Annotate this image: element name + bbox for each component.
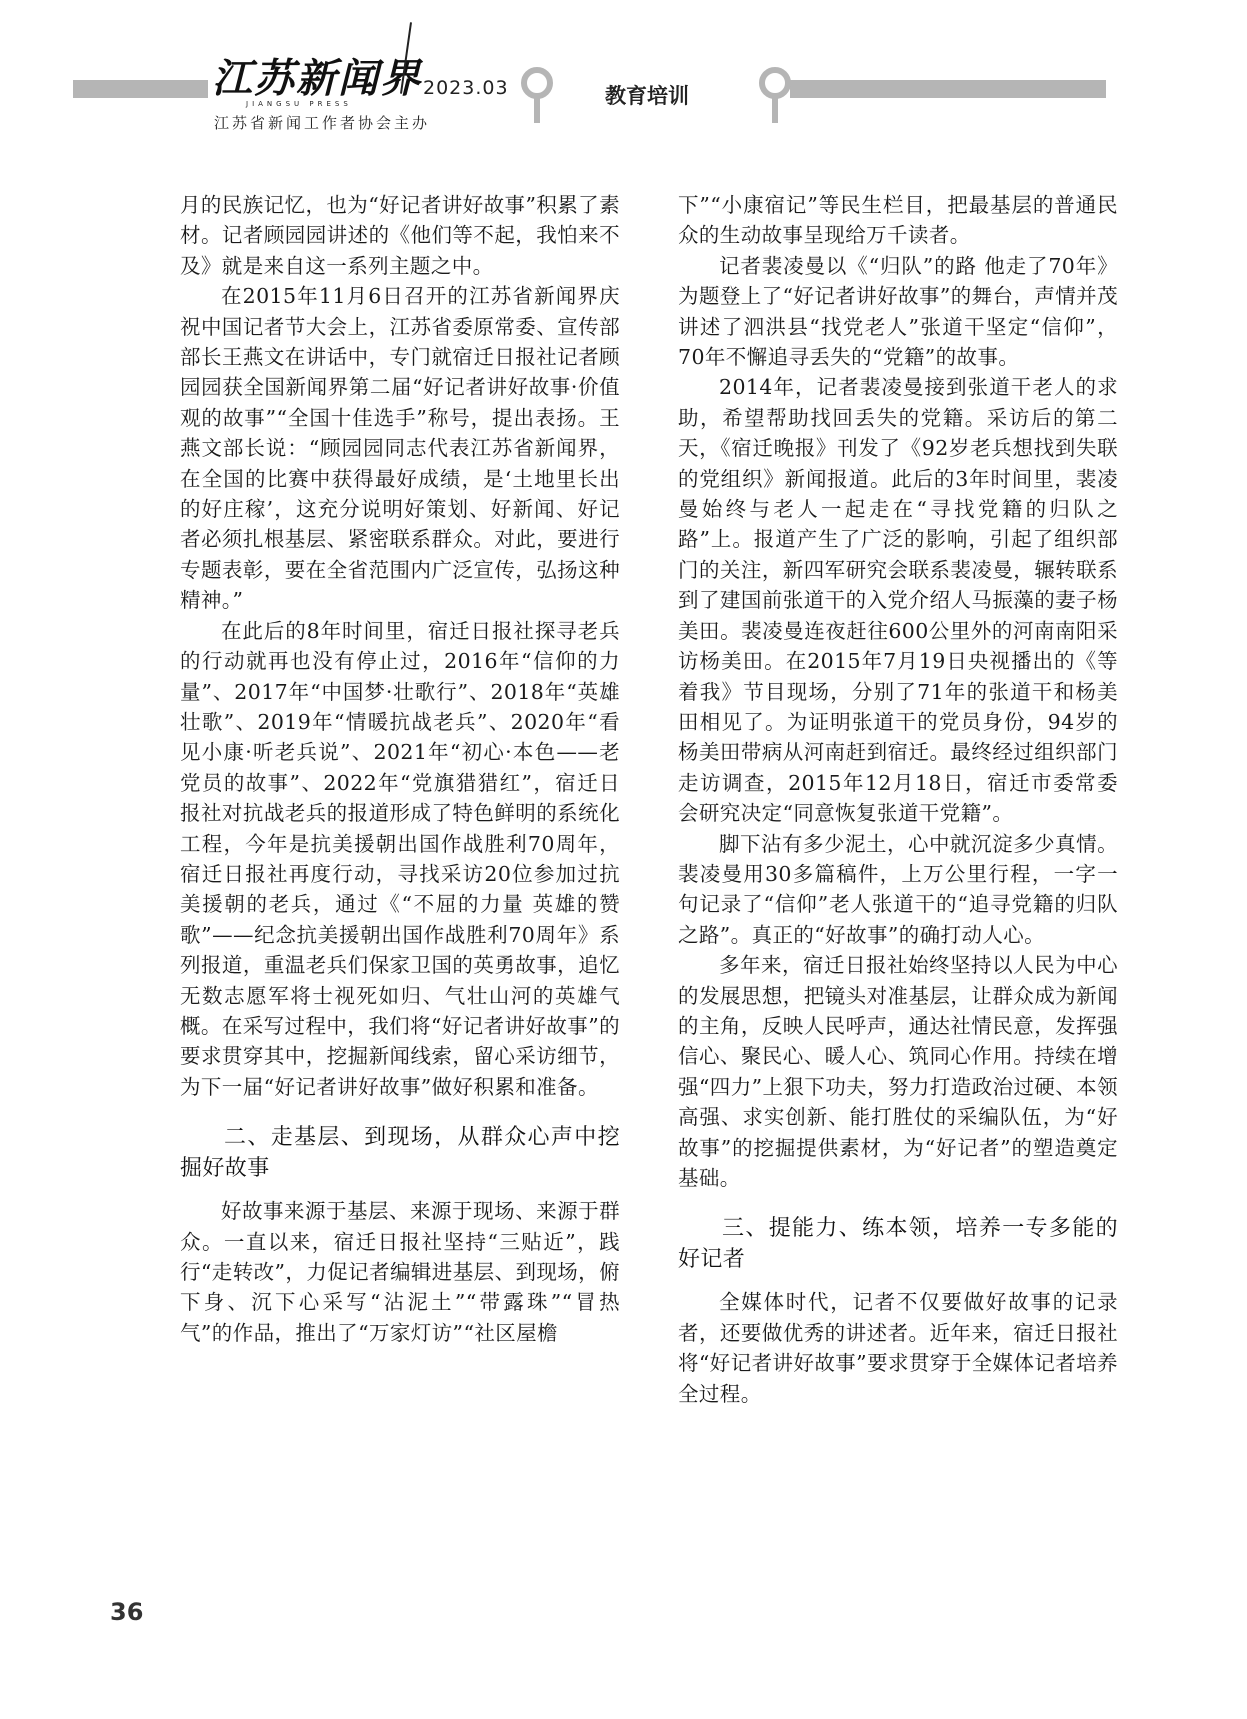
- location-pin-icon-right: [758, 66, 792, 126]
- header-bar-right: [790, 80, 1106, 98]
- right-para-1: 下”“小康宿记”等民生栏目，把最基层的普通民众的生动故事呈现给万千读者。: [678, 193, 1118, 248]
- journal-host: 江苏省新闻工作者协会主办: [214, 114, 431, 132]
- right-para-2: 记者裴凌曼以《“归队”的路 他走了70年》为题登上了“好记者讲好故事”的舞台，声情并茂讲述了泗洪县“找党老人”张道干坚定“信仰”，70年不懈追寻丢失的“党籍”的故事。: [678, 253, 1118, 370]
- left-para-4: 好故事来源于基层、来源于现场、来源于群众。一直以来，宿迁日报社坚持“三贴近”，践行“走转改”，力促记者编辑进基层、到现场，俯下身、沉下心采写“沾泥土”“带露珠”“冒热气”的作品，推出了“万家灯访”“社区屋檐: [180, 1199, 620, 1345]
- location-pin-icon-left: [520, 66, 554, 126]
- issue-number: 2023.03: [423, 77, 509, 99]
- page-number: 36: [110, 1598, 144, 1626]
- right-para-3: 2014年，记者裴凌曼接到张道干老人的求助，希望帮助找回丢失的党籍。采访后的第二天，《宿迁晚报》刊发了《92岁老兵想找到失联的党组织》新闻报道。此后的3年时间里，裴凌曼始终与老人一起走在“寻找党籍的归队之路”上。报道产生了广泛的影响，引起了组织部门的关注，新四军研究会联系裴凌曼，辗转联系到了建国前张道干的入党介绍人马振藻的妻子杨美田。裴凌曼连夜赶往600公里外的河南南阳采访杨美田。在2015年7月19日央视播出的《等着我》节目现场，分别了71年的张道干和杨美田相见了。为证明张道干的党员身份，94岁的杨美田带病从河南赶到宿迁。最终经过组织部门走访调查，2015年12月18日，宿迁市委常委会研究决定“同意恢复张道干党籍”。: [678, 375, 1118, 826]
- right-para-6: 全媒体时代，记者不仅要做好故事的记录者，还要做优秀的讲述者。近年来，宿迁日报社将“好记者讲好故事”要求贯穿于全媒体记者培养全过程。: [678, 1290, 1118, 1406]
- section-heading-2: 二、走基层、到现场，从群众心声中挖掘好故事: [180, 1125, 620, 1182]
- section-label: 教育培训: [605, 84, 689, 108]
- right-column: [678, 190, 1118, 1409]
- right-para-5: 多年来，宿迁日报社始终坚持以人民为中心的发展思想，把镜头对准基层，让群众成为新闻的主角，反映人民呼声，通达社情民意，发挥强信心、聚民心、暖人心、筑同心作用。持续在增强“四力”上狠下功夫，努力打造政治过硬、本领高强、求实创新、能打胜仗的采编队伍，为“好故事”的挖掘提供素材，为“好记者”的塑造奠定基础。: [678, 953, 1118, 1190]
- left-para-3: 在此后的8年时间里，宿迁日报社探寻老兵的行动就再也没有停止过，2016年“信仰的力量”、2017年“中国梦·壮歌行”、2018年“英雄壮歌”、2019年“情暖抗战老兵”、2020年“看见小康·听老兵说”、2021年“初心·本色——老党员的故事”、2022年“党旗猎猎红”，宿迁日报社对抗战老兵的报道形成了特色鲜明的系统化工程，今年是抗美援朝出国作战胜利70周年，宿迁日报社再度行动，寻找采访20位参加过抗美援朝的老兵，通过《“不屈的力量 英雄的赞歌”——纪念抗美援朝出国作战胜利70周年》系列报道，重温老兵们保家卫国的英勇故事，追忆无数志愿军将士视死如归、气壮山河的英雄气概。在采写过程中，我们将“好记者讲好故事”的要求贯穿其中，挖掘新闻线索，留心采访细节，为下一届“好记者讲好故事”做好积累和准备。: [180, 618, 620, 1099]
- section-heading-3: 三、提能力、练本领，培养一专多能的好记者: [678, 1216, 1118, 1273]
- journal-pinyin: JIANGSU PRESS: [246, 100, 352, 108]
- left-para-1: 月的民族记忆，也为“好记者讲好故事”积累了素材。记者顾园园讲述的《他们等不起，我怕来不及》就是来自这一系列主题之中。: [180, 193, 620, 278]
- journal-title: 江苏新闻界: [212, 56, 422, 102]
- header-bar-left: [73, 80, 208, 98]
- left-column: [180, 190, 620, 1348]
- right-para-4: 脚下沾有多少泥土，心中就沉淀多少真情。裴凌曼用30多篇稿件，上万公里行程，一字一句记录了“信仰”老人张道干的“追寻党籍的归队之路”。真正的“好故事”的确打动人心。: [678, 831, 1118, 947]
- left-para-2: 在2015年11月6日召开的江苏省新闻界庆祝中国记者节大会上，江苏省委原常委、宣传部部长王燕文在讲话中，专门就宿迁日报社记者顾园园获全国新闻界第二届“好记者讲好故事·价值观的故事”“全国十佳选手”称号，提出表扬。王燕文部长说：“顾园园同志代表江苏省新闻界，在全国的比赛中获得最好成绩，是‘土地里长出的好庄稼’，这充分说明好策划、好新闻、好记者必须扎根基层、紧密联系群众。对此，要进行专题表彰，要在全省范围内广泛宣传，弘扬这种精神。”: [180, 284, 620, 613]
